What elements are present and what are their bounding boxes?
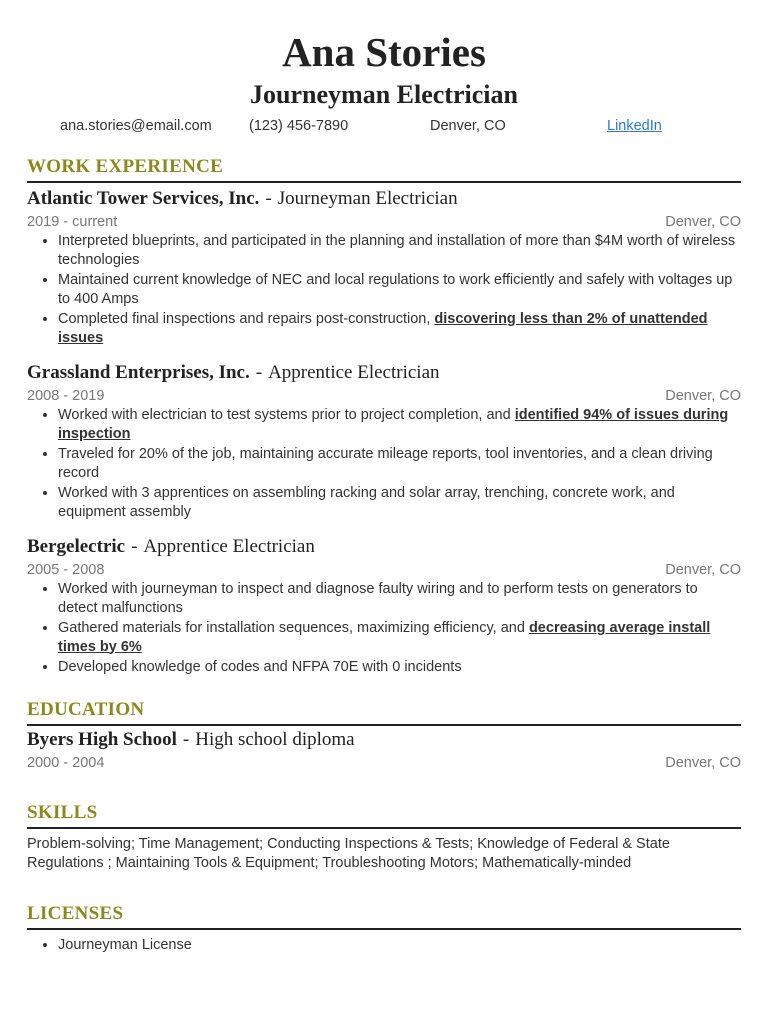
job-meta: [27, 561, 741, 579]
job-bullet: [58, 406, 741, 443]
bullet-text: Worked with journeyman to inspect and diagnose faulty wiring and to perform tests on generators to detect malfunctions: [58, 581, 698, 616]
job-entry: [27, 187, 741, 347]
job-bullet: [58, 310, 741, 347]
candidate-name: Ana Stories: [282, 29, 486, 75]
section-heading-work: WORK EXPERIENCE: [27, 156, 741, 183]
separator: -: [255, 362, 263, 383]
job-bullet: [58, 658, 741, 677]
candidate-title: Journeyman Electrician: [250, 80, 518, 109]
job-bullet: [58, 232, 741, 269]
degree-name: High school diploma: [195, 728, 355, 750]
job-role: Journeyman Electrician: [277, 188, 458, 209]
education-entry: Byers High School - High school diploma: [27, 728, 355, 750]
job-meta: [27, 213, 741, 231]
job-location: Denver, CO: [665, 388, 741, 404]
job-entry: [27, 535, 741, 677]
bullet-text: Worked with 3 apprentices on assembling racking and solar array, trenching, concrete work, and equipment assembly: [58, 485, 675, 520]
linkedin-link[interactable]: LinkedIn: [607, 118, 662, 134]
job-role: Apprentice Electrician: [143, 536, 315, 557]
job-bullets: [27, 406, 741, 521]
section-heading-education: EDUCATION: [27, 699, 741, 726]
job-bullet: [58, 271, 741, 308]
company-name: Bergelectric: [27, 536, 126, 557]
job-heading: [27, 535, 741, 559]
bullet-text: Developed knowledge of codes and NFPA 70E with 0 incidents: [58, 659, 462, 675]
bullet-text: Worked with electrician to test systems prior to project completion, and: [58, 407, 515, 423]
bullet-text: Maintained current knowledge of NEC and local regulations to work efficiently and safely with voltages up to 400 Amps: [58, 272, 733, 307]
location-text: Denver, CO: [430, 118, 506, 134]
company-name: Grassland Enterprises, Inc.: [27, 362, 250, 383]
contact-row: [27, 118, 741, 138]
bullet-text: Completed final inspections and repairs post-construction,: [58, 311, 435, 327]
separator: -: [265, 188, 272, 209]
school-name: Byers High School: [27, 728, 177, 750]
job-meta: [27, 387, 741, 405]
job-bullets: [27, 580, 741, 677]
license-item: • Journeyman License: [58, 936, 741, 955]
bullet-text: Gathered materials for installation sequences, maximizing efficiency, and: [58, 620, 529, 636]
bullet-highlight: identified 94% of issues during inspection: [58, 407, 729, 442]
job-location: Denver, CO: [665, 214, 741, 230]
bullet-highlight: decreasing average install times by 6%: [58, 620, 711, 655]
job-dates: 2019 - current: [27, 214, 118, 230]
phone-text: (123) 456-7890: [249, 118, 349, 134]
education-meta: [27, 754, 741, 772]
company-name: Atlantic Tower Services, Inc.: [27, 188, 260, 209]
bullet-highlight: discovering less than 2% of unattended issues: [58, 311, 708, 346]
job-location: Denver, CO: [665, 562, 741, 578]
section-heading-licenses: LICENSES: [27, 903, 741, 930]
job-bullet: [58, 484, 741, 521]
bullet-text: Traveled for 20% of the job, maintaining accurate mileage reports, tool inventories, and a clean driving record: [58, 446, 713, 481]
education-dates: 2000 - 2004: [27, 754, 105, 771]
skills-text: Problem-solving; Time Management; Conducting Inspections & Tests; Knowledge of Federal & State Regulations ; Maintaining Tools & Equipment; Troubleshooting Motors; Mathematically-minded: [27, 835, 670, 871]
job-heading: [27, 361, 741, 385]
separator: -: [131, 536, 138, 557]
job-dates: 2005 - 2008: [27, 562, 105, 578]
job-bullet: [58, 445, 741, 482]
education-location: Denver, CO: [665, 754, 741, 771]
job-dates: 2008 - 2019: [27, 388, 105, 404]
work-experience-list: [27, 187, 741, 677]
email-text: ana.stories@email.com: [60, 118, 212, 134]
licenses-list: [27, 936, 741, 955]
section-heading-skills: SKILLS: [27, 802, 741, 829]
job-bullet: [58, 580, 741, 617]
job-role: Apprentice Electrician: [268, 362, 440, 383]
bullet-text: Interpreted blueprints, and participated in the planning and installation of more than $4M worth of wireless technologies: [58, 233, 736, 268]
job-bullet: [58, 619, 741, 656]
job-bullets: [27, 232, 741, 347]
job-entry: [27, 361, 741, 521]
job-heading: [27, 187, 741, 211]
